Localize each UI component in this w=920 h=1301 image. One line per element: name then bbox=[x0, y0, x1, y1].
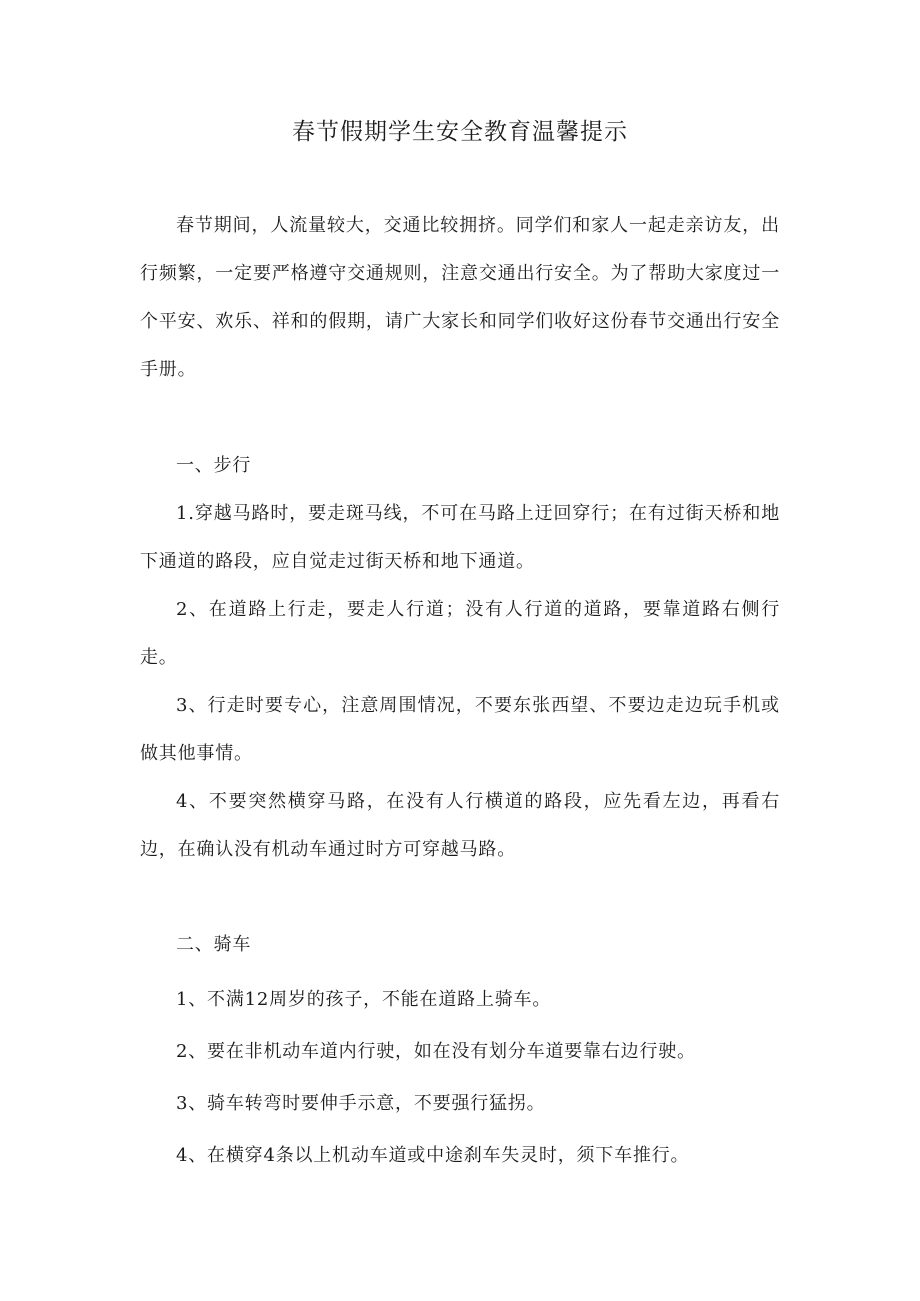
document-title: 春节假期学生安全教育温馨提示 bbox=[292, 119, 628, 145]
walking-item-1: 1.穿越马路时，要走斑马线，不可在马路上迂回穿行；在有过街天桥和地下通道的路段，应自觉走过街天桥和地下通道。 bbox=[140, 503, 780, 572]
cycling-item-2: 2、要在非机动车道内行驶，如在没有划分车道要靠右边行驶。 bbox=[176, 1041, 696, 1062]
cycling-item-4: 4、在横穿4条以上机动车道或中途刹车失灵时，须下车推行。 bbox=[176, 1145, 690, 1166]
walking-item-2: 2、在道路上行走，要走人行道；没有人行道的道路，要靠道路右侧行走。 bbox=[140, 599, 780, 668]
section-heading-cycling: 二、骑车 bbox=[176, 934, 252, 955]
section-heading-walking: 一、步行 bbox=[176, 455, 252, 476]
cycling-item-1: 1、不满12周岁的孩子，不能在道路上骑车。 bbox=[176, 989, 552, 1010]
walking-item-4: 4、不要突然横穿马路，在没有人行横道的路段，应先看左边，再看右边，在确认没有机动车通过时方可穿越马路。 bbox=[140, 791, 780, 860]
intro-paragraph: 春节期间，人流量较大，交通比较拥挤。同学们和家人一起走亲访友，出行频繁，一定要严格遵守交通规则，注意交通出行安全。为了帮助大家度过一个平安、欢乐、祥和的假期，请广大家长和同学们收好这份春节交通出行安全手册。 bbox=[140, 215, 780, 380]
cycling-item-3: 3、骑车转弯时要伸手示意，不要强行猛拐。 bbox=[176, 1093, 546, 1114]
walking-item-3: 3、行走时要专心，注意周围情况，不要东张西望、不要边走边玩手机或做其他事情。 bbox=[140, 695, 780, 764]
